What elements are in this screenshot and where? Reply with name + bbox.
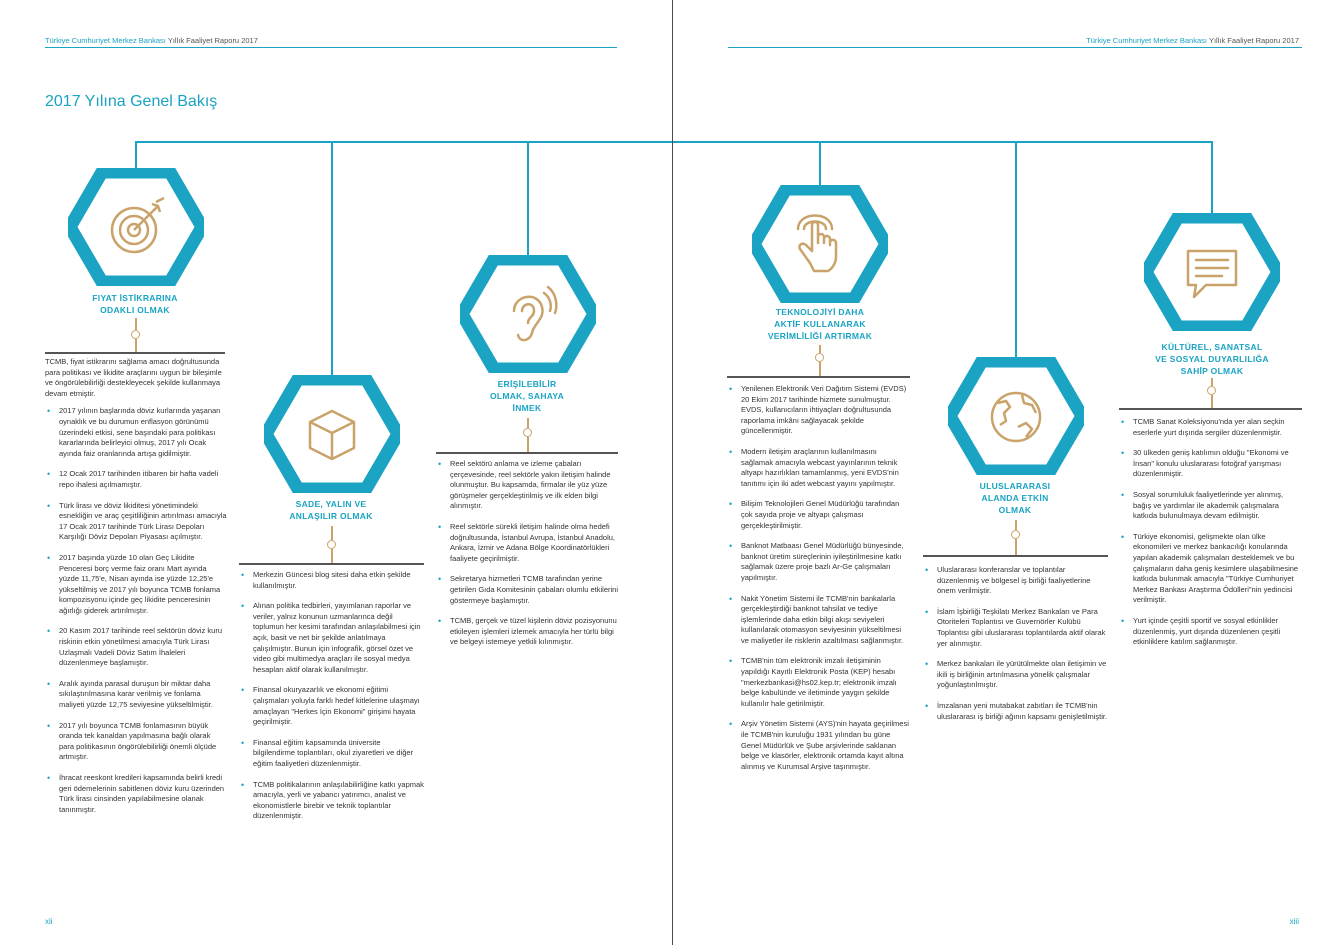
list-item: • İhracat reeskont kredileri kapsamında belirli kredi geri ödemelerinin sabitlenen döviz kuru üzerinden Türk lirası cinsinden yapılabilmesine olanak tanınmıştır. <box>45 773 227 815</box>
section-2-title: SADE, YALIN VE ANLAŞILIR OLMAK <box>289 499 373 521</box>
section-5-hexagon <box>948 357 1084 475</box>
timeline-drop <box>1015 141 1017 366</box>
list-item: • Yenilenen Elektronik Veri Dağıtım Sistemi (EVDS) 20 Ekim 2017 tarihinde hizmete sunulmuştur. EVDS, kullanıcıların ihtiyaçları doğrultusunda raporlama imkânı sağlayacak şekilde güncellenmiştir. <box>727 384 910 437</box>
header-right <box>1086 36 1299 45</box>
list-item: • Merkezin Güncesi blog sitesi daha etkin şekilde kullanılmıştır. <box>239 570 424 591</box>
node-stem <box>819 362 821 377</box>
list-item: • TCMB'nin tüm elektronik imzalı iletişiminin yapıldığı Kayıtlı Elektronik Posta (KEP) hesabı "merkezbankasi@hs02.kep.tr; elektronik imzalı belge kabulünde ve iletiminde yaygın şekilde kullanılır hale getirilmiştir. <box>727 656 910 709</box>
list-item: • İslam İşbirliği Teşkilatı Merkez Bankaları ve Para Otoriteleri Toplantısı ve Guvernörler Kulübü Toplantısı gibi uluslararası toplantılarda aktif olarak yer alınmıştır. <box>923 607 1108 649</box>
list-item: • Sosyal sorumluluk faaliyetlerinde yer alınmış, bağış ve yardımlar ile akademik çalışmalara katkıda bulunulmaya devam edilmiştir. <box>1119 490 1302 522</box>
header-report: Yıllık Faaliyet Raporu 2017 <box>167 36 258 45</box>
timeline-drop <box>527 141 529 265</box>
timeline-drop <box>331 141 333 386</box>
list-item: • İmzalanan yeni mutabakat zabıtları ile TCMB'nin uluslararası iş birliği ağının kapsamı genişletilmiştir. <box>923 701 1108 722</box>
list-item: • Nakit Yönetim Sistemi ile TCMB'nin bankalarla gerçekleştirdiği banknot tahsilat ve tediye işlemlerinde daha etkin bilgi akışı seviyeleri kullanılarak otomasyon seviyesinin yükseltilmesi ve maliyetler ile risklerin azaltılması sağlanmıştır. <box>727 594 910 647</box>
section-4-text <box>727 384 910 782</box>
list-item: • Türk lirası ve döviz likiditesi yönetimindeki esnekliğin ve araç çeşitliliğinin artırılması amacıyla 17 Ocak 2017 tarihinde Türk Lirası Depoları Karşılığı Döviz Depoları Piyasası açılmıştır. <box>45 501 227 543</box>
right-page <box>673 0 1344 945</box>
node-stem <box>331 549 333 564</box>
section-6-title: KÜLTÜREL, SANATSAL VE SOSYAL DUYARLILIĞA SAHİP OLMAK <box>1155 342 1269 376</box>
list-item: • Banknot Matbaası Genel Müdürlüğü bünyesinde, banknot üretim süreçlerinin iyileştirilmesine katkı sağlamak üzere proje bazlı Ar-Ge çalışmaları yapılmıştır. <box>727 541 910 583</box>
list-item: • Finansal okuryazarlık ve ekonomi eğitimi çalışmaları yoluyla farklı hedef kitlelerine ulaşmayı amaçlayan "Herkes İçin Ekonomi" girişimi hayata geçirilmiştir. <box>239 685 424 727</box>
section-6-text <box>1119 417 1302 658</box>
section-6-bullets <box>1119 417 1302 648</box>
header-brand: Türkiye Cumhuriyet Merkez Bankası <box>45 36 166 45</box>
list-item: • Sekretarya hizmetleri TCMB tarafından yerine getirilen Gıda Komitesinin çabaları olumlu etkilerini göstermeye başlamıştır. <box>436 574 618 606</box>
page-number-left: xii <box>45 917 53 926</box>
section-1-title: FIYAT İSTİKRARINA ODAKLI OLMAK <box>92 293 178 315</box>
section-1-rule <box>45 352 225 354</box>
timeline-node <box>1207 386 1216 395</box>
section-2-hexagon <box>264 375 400 493</box>
section-3-bullets <box>436 459 618 648</box>
list-item: • 2017 yılı boyunca TCMB fonlamasının büyük oranda tek kanaldan yapılmasına bağlı olarak para politikasının öngörülebilirliği önemli ölçüde artmıştır. <box>45 721 227 763</box>
list-item: • Türkiye ekonomisi, gelişmekte olan ülke ekonomileri ve merkez bankacılığı konularında yapılan akademik çalışmaları desteklemek ve bu çalışmaların daha geniş kesimlere ulaşabilmesine katkıda bulunmak amacıyla "Türkiye Cumhuriyet Merkez Bankası Araştırma Ödülleri"nin yedincisi verilmiştir. <box>1119 532 1302 606</box>
section-2-text <box>239 570 424 832</box>
section-1-hexagon <box>68 168 204 286</box>
node-stem <box>331 526 333 540</box>
header-rule <box>728 47 1302 48</box>
timeline-drop <box>1211 141 1213 223</box>
timeline-node <box>327 540 336 549</box>
header-rule <box>45 47 617 48</box>
section-1-intro: TCMB, fiyat istikrarını sağlama amacı doğrultusunda para politikası ve likidite araçlarını uygun bir bileşimle ve öngörülebilirliği destekleyecek şekilde kullanmaya devam etmiştir. <box>45 357 222 398</box>
node-stem <box>1211 395 1213 409</box>
section-4-title: TEKNOLOJİYİ DAHA AKTİF KULLANARAK VERİMLİLİĞİ ARTIRMAK <box>767 307 873 341</box>
list-item: • Aralık ayında parasal duruşun bir miktar daha sıkılaştırılmasına karar verilmiş ve fonlama maliyeti yüzde 12,75 seviyesine yükseltilmiştir. <box>45 679 227 711</box>
list-item: • Yurt içinde çeşitli sportif ve sosyal etkinlikler düzenlenmiş, yurt dışında düzenlenen çeşitli etkinliklere katılım sağlanmıştır. <box>1119 616 1302 648</box>
list-item: • TCMB Sanat Koleksiyonu'nda yer alan seçkin eserlerle yurt dışında sergiler düzenlenmiştir. <box>1119 417 1302 438</box>
section-5-title: ULUSLARARASI ALANDA ETKİN OLMAK <box>979 481 1051 515</box>
node-stem <box>1015 520 1017 530</box>
list-item: • TCMB politikalarının anlaşılabilirliğine katkı yapmak amacıyla, yerli ve yabancı yatırımcı, analist ve ekonomistlerle birebir ve teknik toplantılar düzenlenmiştir. <box>239 780 424 822</box>
list-item: • Uluslararası konferanslar ve toplantılar düzenlenmiş ve bölgesel iş birliği faaliyetlerine önem verilmiştir. <box>923 565 1108 597</box>
list-item: • Arşiv Yönetim Sistemi (AYS)'nin hayata geçirilmesi ile TCMB'nin kuruluğu 1931 yılından bu güne Genel Müdürlük ve Şube arşivlerinde saklanan belge ve klasörler, elektronik ortamda kayıt altına alınmış ve Kurumsal Arşive taşınmıştır. <box>727 719 910 772</box>
header-report: Yıllık Faaliyet Raporu 2017 <box>1208 36 1299 45</box>
list-item: • Reel sektörle sürekli iletişim halinde olma hedefi doğrultusunda, İstanbul Avrupa, İstanbul Anadolu, Ankara, İzmir ve Adana Bölge Koordinatörlükleri faaliyete geçirilmiştir. <box>436 522 618 564</box>
header-left <box>45 36 258 45</box>
section-3-text <box>436 459 618 658</box>
timeline-node <box>1011 530 1020 539</box>
section-5-text <box>923 565 1108 732</box>
timeline-node <box>815 353 824 362</box>
page-number-right: xiii <box>1289 917 1299 926</box>
node-stem <box>527 418 529 428</box>
section-2-bullets <box>239 570 424 822</box>
section-4-bullets <box>727 384 910 772</box>
header-brand: Türkiye Cumhuriyet Merkez Bankası <box>1086 36 1207 45</box>
page-title: 2017 Yılına Genel Bakış <box>45 93 218 110</box>
list-item: • Finansal eğitim kapsamında üniversite bilgilendirme toplantıları, okul ziyaretleri ve diğer eğitim faaliyetleri düzenlenmiştir. <box>239 738 424 770</box>
list-item: • 12 Ocak 2017 tarihinden itibaren bir hafta vadeli repo ihalesi açılmamıştır. <box>45 469 227 490</box>
list-item: • Reel sektörü anlama ve izleme çabaları çerçevesinde, reel sektörle yakın iletişim halinde olunmuştur. Bu kapsamda, firmalar ile yüz yüze görüşmeler gerçekleştirilmiş ve ilk elden bilgi alınmıştır. <box>436 459 618 512</box>
section-2-rule <box>239 563 424 565</box>
node-stem <box>1211 378 1213 386</box>
section-5-bullets <box>923 565 1108 722</box>
list-item: • Merkez bankaları ile yürütülmekte olan iletişimin ve ikili iş birliğinin artırılmasına yönelik çalışmalar yoğunlaştırılmıştır. <box>923 659 1108 691</box>
node-stem <box>1015 539 1017 556</box>
section-4-rule <box>727 376 910 378</box>
timeline-line <box>673 141 1213 143</box>
section-1-bullets <box>45 406 227 815</box>
list-item: • 2017 yılının başlarında döviz kurlarında yaşanan oynaklık ve bu durumun enflasyon görünümü üzerindeki etkisi, sene başındaki para politikası kararlarında belirleyici olmuş, 2017 yılı Ocak ayında faiz oranlarında artışa gidilmiştir. <box>45 406 227 459</box>
timeline-line <box>135 141 672 143</box>
node-stem <box>819 345 821 353</box>
list-item: • 20 Kasım 2017 tarihinde reel sektörün döviz kuru riskinin etkin yönetilmesi amacıyla Türk Lirası Uzlaşmalı Vadeli Döviz Satım İhaleleri düzenlenmeye başlamıştır. <box>45 626 227 668</box>
list-item: • 30 ülkeden geniş katılımın olduğu "Ekonomi ve İnsan" konulu uluslararası fotoğraf yarışması düzenlenmiştir. <box>1119 448 1302 480</box>
list-item: • Bilişim Teknolojileri Genel Müdürlüğü tarafından çok sayıda proje ve altyapı çalışması gerçekleştirilmiştir. <box>727 499 910 531</box>
node-stem <box>135 339 137 353</box>
list-item: • 2017 başında yüzde 10 olan Geç Likidite Penceresi borç verme faiz oranı Mart ayında yüzde 11,75'e, Nisan ayında ise yüzde 12,25'e yükseltilmiş ve 2017 yılı boyunca TCMB fonlama kompozisyonu içinde geç likidite penceresinin ağırlığı giderek artırılmıştır. <box>45 553 227 617</box>
list-item: • TCMB, gerçek ve tüzel kişilerin döviz pozisyonunu etkileyen işlemleri izlemek amacıyla her türlü bilgi ve belgeyi istemeye yetkili kılınmıştır. <box>436 616 618 648</box>
timeline-node <box>131 330 140 339</box>
section-3-hexagon <box>460 255 596 373</box>
section-4-hexagon <box>752 185 888 303</box>
node-stem <box>527 437 529 453</box>
node-stem <box>135 318 137 330</box>
section-3-title: ERİŞİLEBİLİR OLMAK, SAHAYA İNMEK <box>489 379 565 413</box>
timeline-node <box>523 428 532 437</box>
section-6-rule <box>1119 408 1302 410</box>
section-5-rule <box>923 555 1108 557</box>
section-1-text <box>45 357 227 825</box>
section-3-rule <box>436 452 618 454</box>
section-6-hexagon <box>1144 213 1280 331</box>
list-item: • Alınan politika tedbirleri, yayımlanan raporlar ve veriler, yalnız konunun uzmanlarınca değil toplumun her kesimi tarafından anlaşılabilmesi için açık, basit ve net bir şekilde anlatılmaya çalışılmıştır. Bunun için infografik, görsel özet ve video gibi multimedya araçları ile sosyal medya hesapları aktif olarak kullanılmıştır. <box>239 601 424 675</box>
list-item: • Modern iletişim araçlarının kullanılmasını sağlamak amacıyla webcast yayınlarının teknik altyapı hazırlıkları tamamlanmış, yeni EVDS'nin tanıtımı için iki adet webcast yayını yapılmıştır. <box>727 447 910 489</box>
